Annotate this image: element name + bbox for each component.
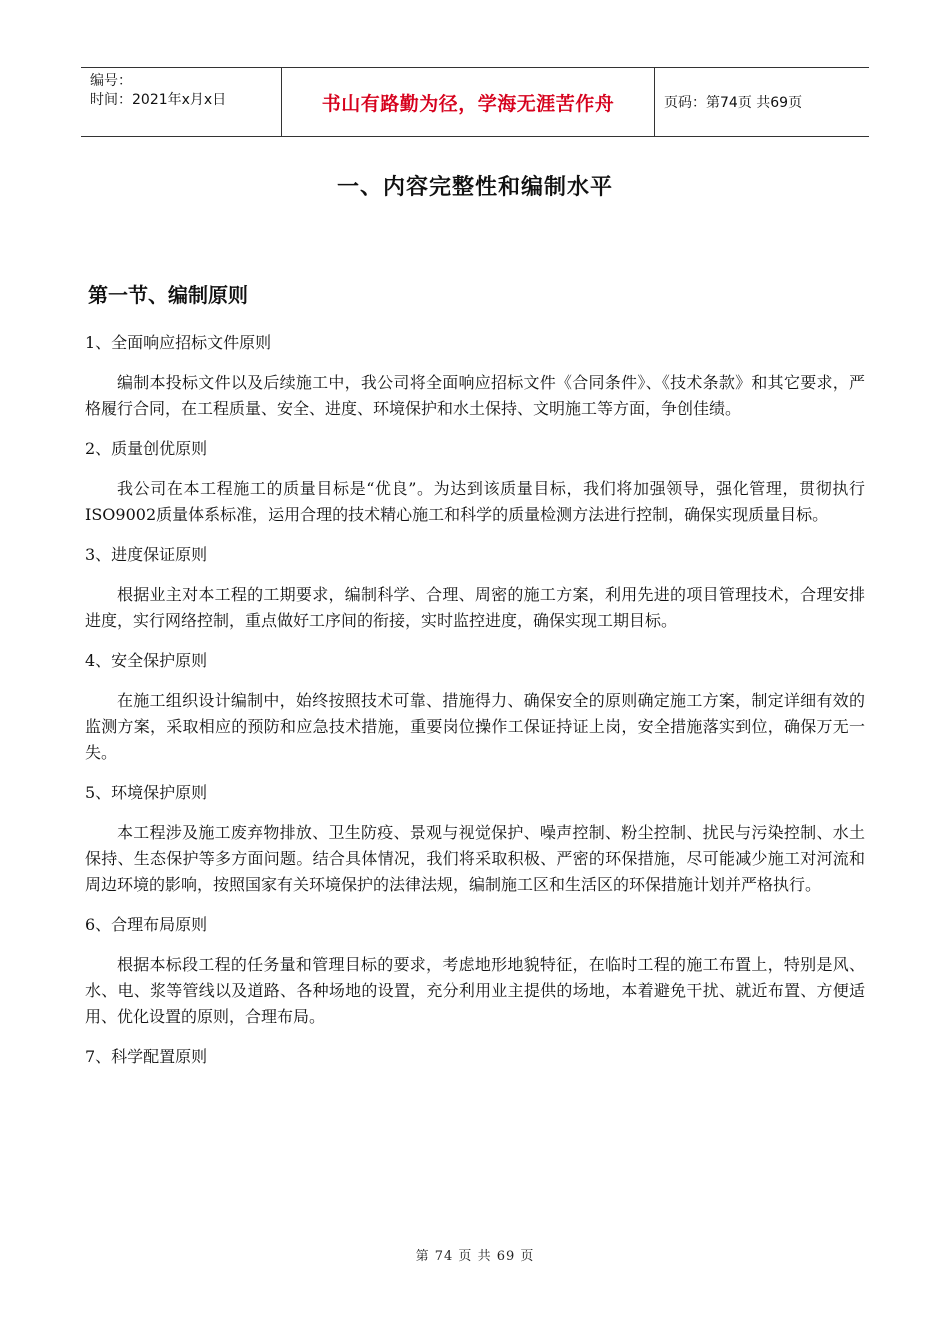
header-page-info: 页码：第74页 共69页 xyxy=(664,95,803,111)
item-body-5: 本工程涉及施工废弃物排放、卫生防疫、景观与视觉保护、噪声控制、粉尘控制、扰民与污染控制、水土保持、生态保护等多方面问题。结合具体情况，我们将采取积极、严密的环保措施，尽可能减少施工对河流和周边环境的影响，按照国家有关环境保护的法律法规，编制施工区和生活区的环保措施计划并严格执行。 xyxy=(85,823,865,894)
item-heading-2: 2、质量创优原则 xyxy=(85,439,208,458)
page-header xyxy=(81,67,869,137)
item-heading-1: 1、全面响应招标文件原则 xyxy=(85,333,272,352)
header-meta xyxy=(81,68,282,136)
item-body-2: 我公司在本工程施工的质量目标是“优良”。为达到该质量目标，我们将加强领导，强化管理，贯彻执行ISO9002质量体系标准，运用合理的技术精心施工和科学的质量检测方法进行控制，确保实现质量目标。 xyxy=(85,479,865,524)
time-label: 时间：2021年x月x日 xyxy=(90,92,227,108)
header-slogan: 书山有路勤为径，学海无涯苦作舟 xyxy=(282,68,655,136)
item-body-1: 编制本投标文件以及后续施工中，我公司将全面响应招标文件《合同条件》、《技术条款》和其它要求，严格履行合同，在工程质量、安全、进度、环境保护和水土保持、文明施工等方面，争创佳绩。 xyxy=(85,373,865,418)
item-heading-6: 6、合理布局原则 xyxy=(85,915,208,934)
item-heading-3: 3、进度保证原则 xyxy=(85,545,208,564)
document-body xyxy=(85,330,865,1084)
section-title: 第一节、编制原则 xyxy=(88,283,248,307)
document-title: 一、内容完整性和编制水平 xyxy=(336,175,613,200)
page-footer: 第 74 页 共 69 页 xyxy=(415,1249,535,1264)
item-heading-4: 4、安全保护原则 xyxy=(85,651,208,670)
item-body-3: 根据业主对本工程的工期要求，编制科学、合理、周密的施工方案，利用先进的项目管理技术，合理安排进度，实行网络控制，重点做好工序间的衔接，实时监控进度，确保实现工期目标。 xyxy=(85,585,865,630)
item-body-6: 根据本标段工程的任务量和管理目标的要求，考虑地形地貌特征，在临时工程的施工布置上，特别是风、水、电、浆等管线以及道路、各种场地的设置，充分利用业主提供的场地，本着避免干扰、就近布置、方便适用、优化设置的原则，合理布局。 xyxy=(85,955,865,1026)
item-heading-5: 5、环境保护原则 xyxy=(85,783,208,802)
item-heading-7: 7、科学配置原则 xyxy=(85,1047,208,1066)
number-label: 编号： xyxy=(90,73,132,89)
item-body-4: 在施工组织设计编制中，始终按照技术可靠、措施得力、确保安全的原则确定施工方案，制定详细有效的监测方案，采取相应的预防和应急技术措施，重要岗位操作工保证持证上岗，安全措施落实到位，确保万无一失。 xyxy=(85,691,865,762)
